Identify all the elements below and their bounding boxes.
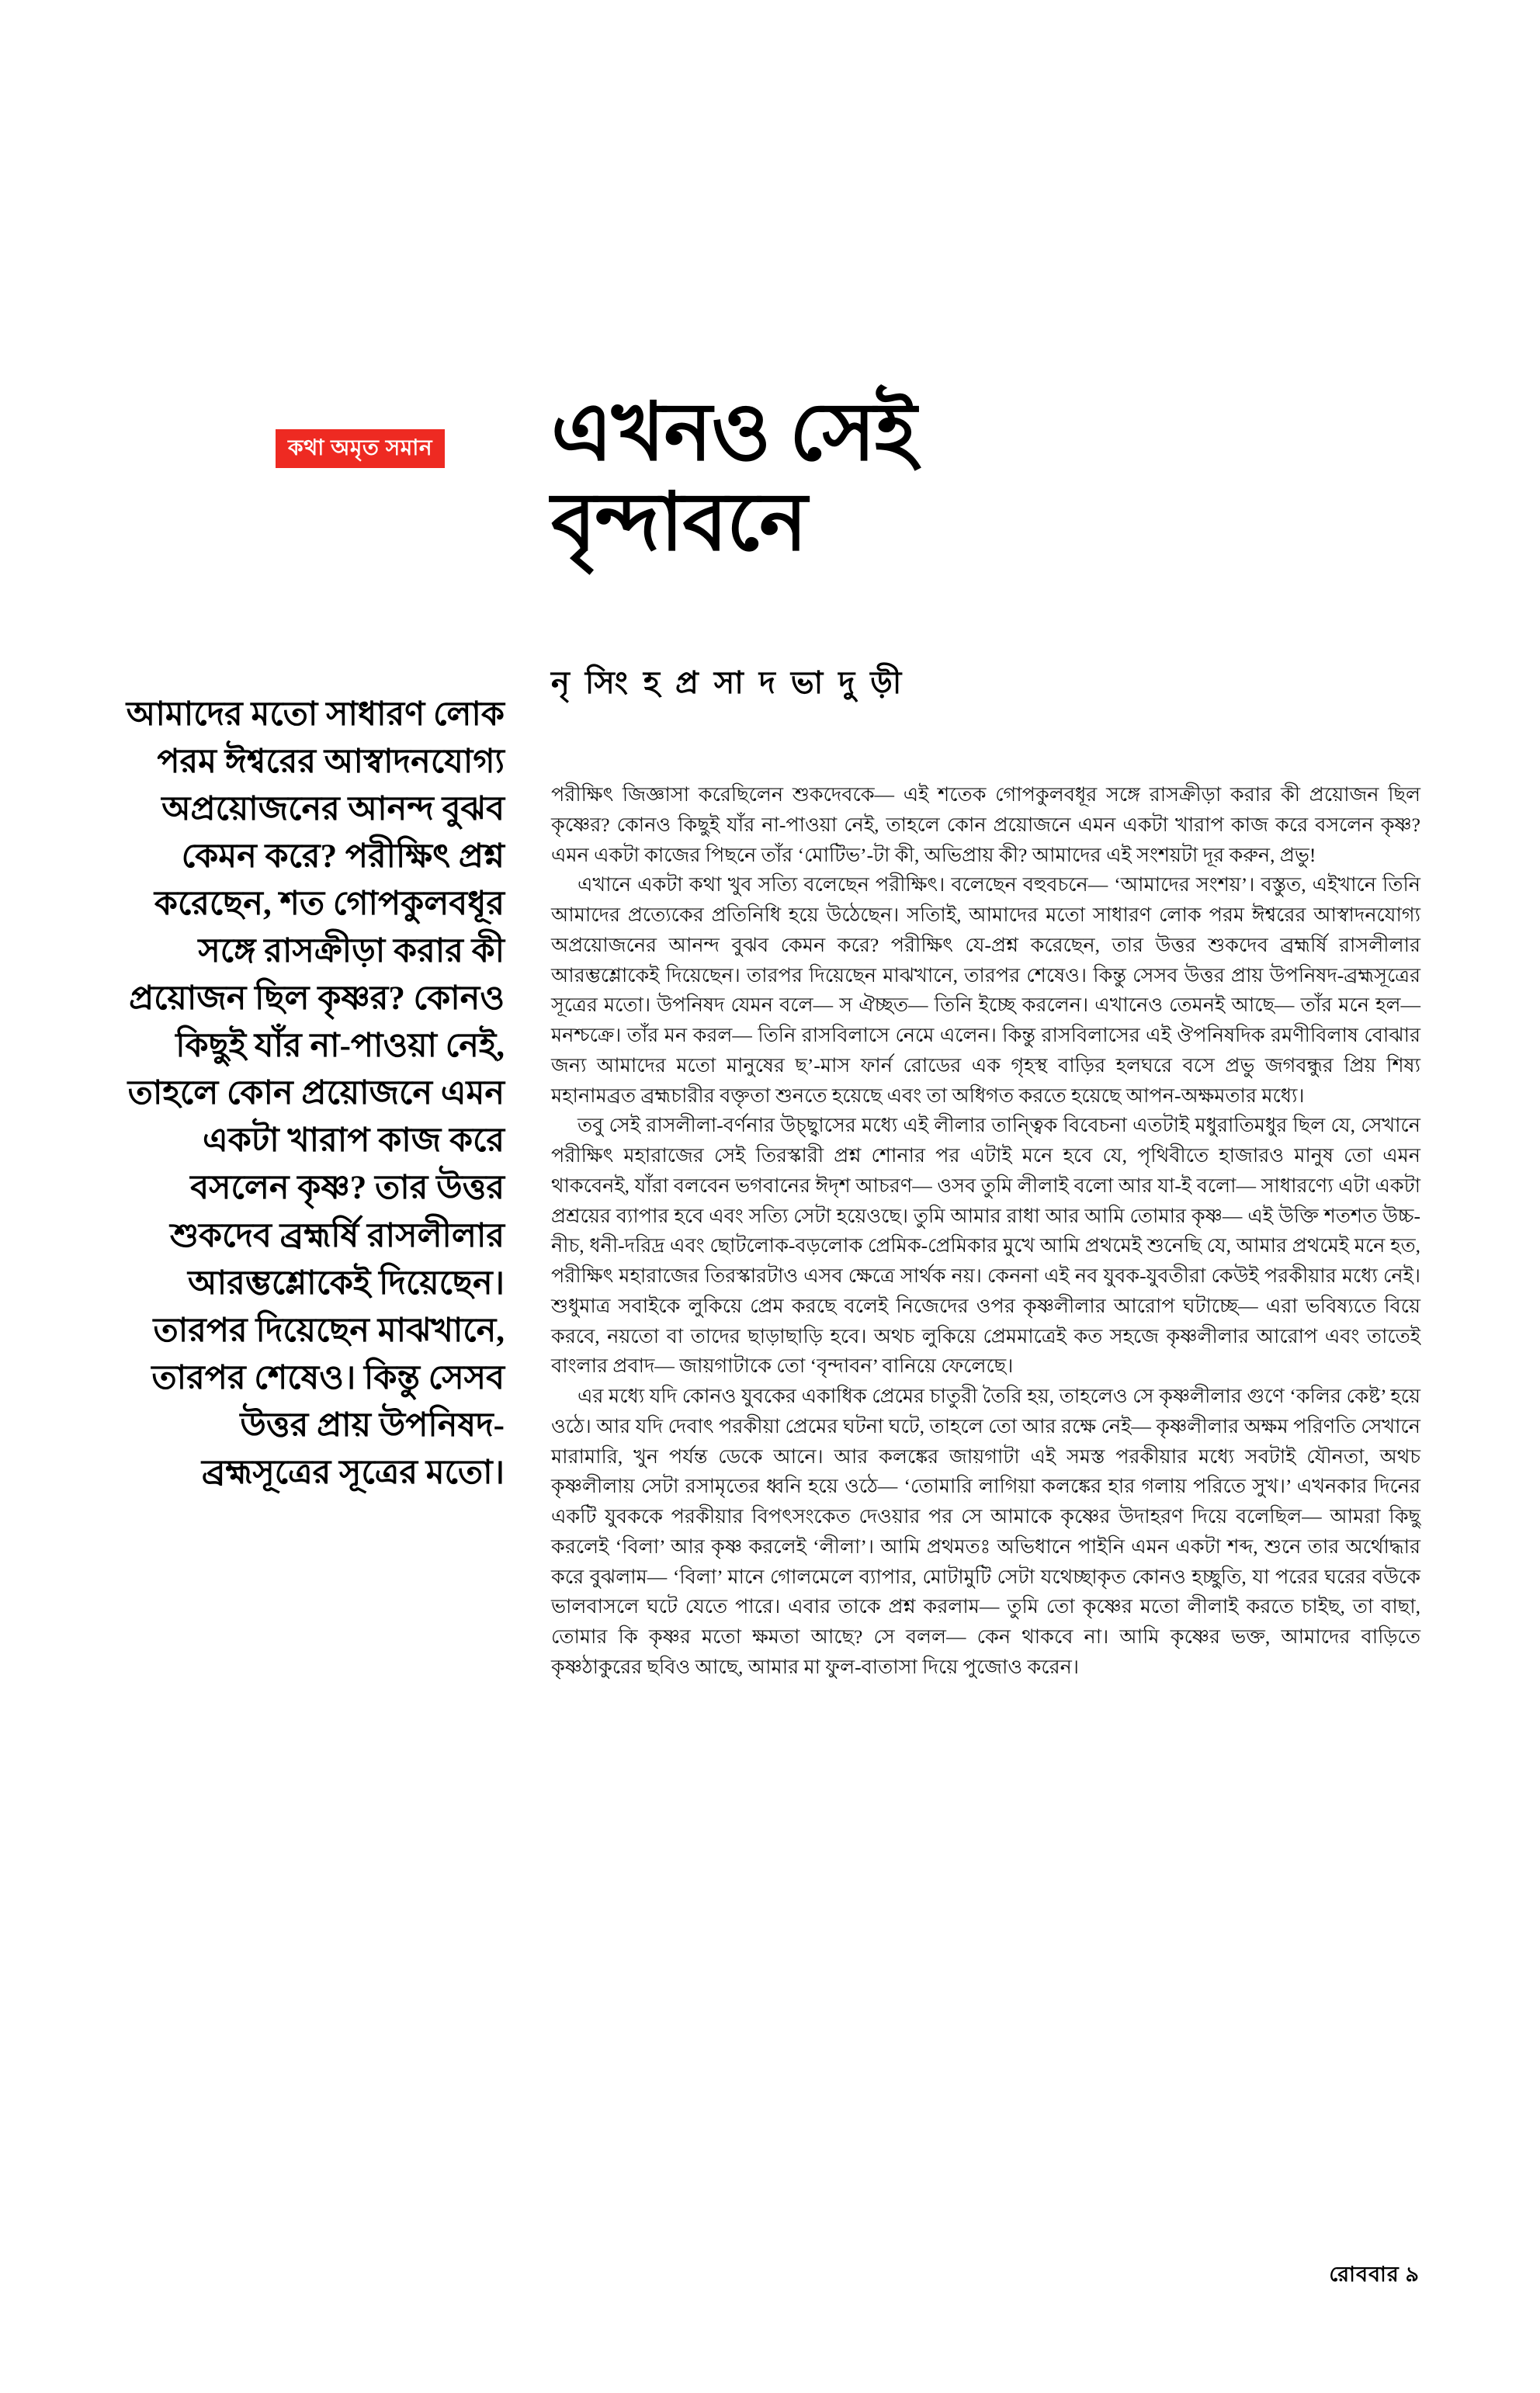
article-body-column — [551, 780, 1420, 1683]
author-byline: নৃ সিং হ প্র সা দ ভা দু ড়ী — [551, 665, 906, 700]
body-paragraph: পরীক্ষিৎ জিজ্ঞাসা করেছিলেন শুকদেবকে— এই শতেক গোপকুলবধূর সঙ্গে রাসক্রীড়া করার কী প্রয়োজন ছিল কৃষ্ণের? কোনও কিছুই যাঁর না-পাওয়া নেই, তাহলে কোন প্রয়োজনে এমন একটা খারাপ কাজ করে বসলেন কৃষ্ণ? এমন একটা কাজের পিছনে তাঁর ‘মোটিভ’-টা কী, অভিপ্রায় কী? আমাদের এই সংশয়টা দূর করুন, প্রভু! — [551, 783, 1420, 866]
standfirst-pullquote: আমাদের মতো সাধারণ লোক পরম ঈশ্বরের আস্বাদনযোগ্য অপ্রয়োজনের আনন্দ বুঝব কেমন করে? পরীক্ষিৎ প্রশ্ন করেছেন, শত গোপকুলবধূর সঙ্গে রাসক্রীড়া করার কী প্রয়োজন ছিল কৃষ্ণর? কোনও কিছুই যাঁর না-পাওয়া নেই, তাহলে কোন প্রয়োজনে এমন একটা খারাপ কাজ করে বসলেন কৃষ্ণ? তার উত্তর শুকদেব ব্রহ্মর্ষি রাসলীলার আরম্ভশ্লোকেই দিয়েছেন। তারপর দিয়েছেন মাঝখানে, তারপর শেষেও। কিন্তু সেসব উত্তর প্রায় উপনিষদ-ব্রহ্মসূত্রের সূত্রের মতো। — [126, 696, 505, 1491]
headline-line-1: এখনও সেই — [551, 388, 917, 477]
page-folio: রোববার ৯ — [1329, 2263, 1420, 2286]
page-title — [551, 388, 1261, 569]
section-kicker-badge: কথা অমৃত সমান — [276, 429, 445, 468]
body-paragraph: তবু সেই রাসলীলা-বর্ণনার উচ্ছ্বাসের মধ্যে এই লীলার তান্ত্বিক বিবেচনা এতটাই মধুরাতিমধুর ছিল যে, সেখানে পরীক্ষিৎ মহারাজের সেই তিরস্কারী প্রশ্ন শোনার পর এটাই মনে হবে যে, পৃথিবীতে হাজারও মানুষ তো এমন থাকবেনই, যাঁরা বলবেন ভগবানের ঈদৃশ আচরণ— ওসব তুমি লীলাই বলো আর যা-ই বলো— সাধারণ্যে এটা একটা প্রশ্রয়ের ব্যাপার হবে এবং সত্যি সেটা হয়েওছে। তুমি আমার রাধা আর আমি তোমার কৃষ্ণ— এই উক্তি শতশত উচ্চ-নীচ, ধনী-দরিদ্র এবং ছোটলোক-বড়লোক প্রেমিক-প্রেমিকার মুখে আমি প্রথমেই শুনেছি যে, আমার প্রথমেই মনে হত, পরীক্ষিৎ মহারাজের তিরস্কারটাও এসব ক্ষেত্রে সার্থক নয়। কেননা এই নব যুবক-যুবতীরা কেউই পরকীয়ার মধ্যে নেই। শুধুমাত্র সবাইকে লুকিয়ে প্রেম করছে বলেই নিজেদের ওপর কৃষ্ণলীলার আরোপ ঘটাচ্ছে— এরা ভবিষ্যতে বিয়ে করবে, নয়তো বা তাদের ছাড়াছাড়ি হবে। অথচ লুকিয়ে প্রেমমাত্রেই কত সহজে কৃষ্ণলীলার আরোপ এবং তাতেই বাংলার প্রবাদ— জায়গাটাকে তো ‘বৃন্দাবন’ বানিয়ে ফেলেছে। — [551, 1114, 1420, 1378]
body-paragraph: এখানে একটা কথা খুব সত্যি বলেছেন পরীক্ষিৎ। বলেছেন বহুবচনে— ‘আমাদের সংশয়’। বস্তুত, এইখানে তিনি আমাদের প্রত্যেকের প্রতিনিধি হয়ে উঠেছেন। সতিাই, আমাদের মতো সাধারণ লোক পরম ঈশ্বরের আস্বাদনযোগ্য অপ্রয়োজনের আনন্দ বুঝব কেমন করে? পরীক্ষিৎ যে-প্রশ্ন করেছেন, তার উত্তর শুকদেব ব্রহ্মর্ষি রাসলীলার আরম্ভশ্লোকেই দিয়েছেন। তারপর দিয়েছেন মাঝখানে, তারপর শেষেও। কিন্তু সেসব উত্তর প্রায় উপনিষদ-ব্রহ্মসূত্রের সূত্রের মতো। উপনিষদ যেমন বলে— স ঐচ্ছত— তিনি ইচ্ছে করলেন। এখানেও তেমনই আছে— তাঁর মনে হল— মনশ্চক্রে। তাঁর মন করল— তিনি রাসবিলাসে নেমে এলেন। কিন্তু রাসবিলাসের এই ঔপনিষদিক রমণীবিলাষ বোঝার জন্য আমাদের মতো মানুষের ছ’-মাস ফার্ন রোডের এক গৃহস্থ বাড়ির হলঘরে বসে প্রভু জগবন্ধুর প্রিয় শিষ্য মহানামব্রত ব্রহ্মচারীর বক্তৃতা শুনতে হয়েছে এবং তা অধিগত করতে হয়েছে আপন-অক্ষমতার মধ্যে। — [551, 873, 1420, 1107]
article-masthead — [276, 388, 1261, 644]
body-paragraph: এর মধ্যে যদি কোনও যুবকের একাধিক প্রেমের চাতুরী তৈরি হয়, তাহলেও সে কৃষ্ণলীলার গুণে ‘কলির কেষ্ট’ হয়ে ওঠে। আর যদি দেবাৎ পরকীয়া প্রেমের ঘটনা ঘটে, তাহলে তো আর রক্ষে নেই— কৃষ্ণলীলার অক্ষম পরিণতি সেখানে মারামারি, খুন পর্যন্ত ডেকে আনে। আর কলঙ্কের জায়গাটা এই সমস্ত পরকীয়ার মধ্যে সবটাই যৌনতা, অথচ কৃষ্ণলীলায় সেটা রসামৃতের ধ্বনি হয়ে ওঠে— ‘তোমারি লাগিয়া কলঙ্কের হার গলায় পরিতে সুখ।’ এখনকার দিনের একটি যুবককে পরকীয়ার বিপৎসংকেত দেওয়ার পর সে আমাকে কৃষ্ণের উদাহরণ দিয়ে বলেছিল— আমরা কিছু করলেই ‘বিলা’ আর কৃষ্ণ করলেই ‘লীলা’। আমি প্রথমতঃ অভিধানে পাইনি এমন একটা শব্দ, শুনে তার অর্থোদ্ধার করে বুঝলাম— ‘বিলা’ মানে গোলমেলে ব্যাপার, মোটামুটি সেটা যথেচ্ছাকৃত কোনও হচ্ছুতি, যা পরের ঘরের বউকে ভালবাসলে ঘটে যেতে পারে। এবার তাকে প্রশ্ন করলাম— তুমি তো কৃষ্ণের মতো লীলাই করতে চাইছ, তা বাছা, তোমার কি কৃষ্ণর মতো ক্ষমতা আছে? সে বলল— কেন থাকবে না। আমি কৃষ্ণের ভক্ত, আমাদের বাড়িতে কৃষ্ণঠাকুরের ছবিও আছে, আমার মা ফুল-বাতাসা দিয়ে পুজোও করেন। — [551, 1385, 1420, 1678]
headline-line-2: বৃন্দাবনে — [551, 478, 807, 568]
